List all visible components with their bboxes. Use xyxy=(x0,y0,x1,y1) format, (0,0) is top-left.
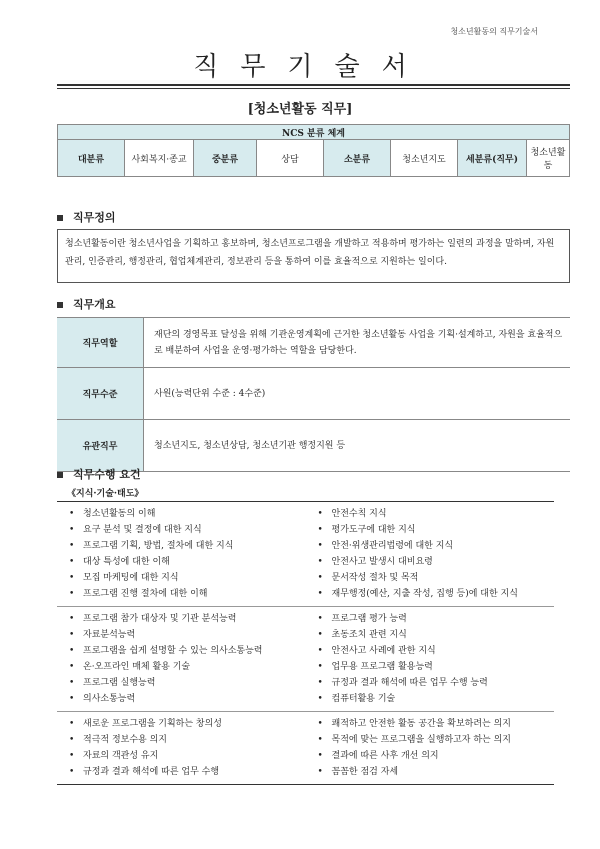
ncs-minor-label: 소분류 xyxy=(324,140,391,177)
ncs-detail-value: 청소년활동 xyxy=(527,140,570,177)
ncs-middle-value: 상담 xyxy=(257,140,324,177)
requirement-item: • 쾌적하고 안전한 활동 공간을 확보하려는 의지 xyxy=(306,716,555,732)
requirement-item: • 안전사고 사례에 관한 지식 xyxy=(306,643,555,659)
requirement-item: • 온·오프라인 매체 활용 기술 xyxy=(57,659,306,675)
running-header: 청소년활동의 직무기술서 xyxy=(450,27,538,36)
summary-row xyxy=(57,318,570,368)
requirement-item: • 프로그램 실행능력 xyxy=(57,675,306,691)
summary-row-value: 사원(능력단위 수준 : 4수준) xyxy=(144,368,571,420)
requirement-column-left xyxy=(57,506,306,602)
requirement-item: • 목적에 맞는 프로그램을 실행하고자 하는 의지 xyxy=(306,732,555,748)
ncs-major-label: 대분류 xyxy=(58,140,125,177)
requirement-item: • 프로그램 참가 대상자 및 기관 분석능력 xyxy=(57,611,306,627)
requirement-item: • 자료분석능력 xyxy=(57,627,306,643)
requirement-group xyxy=(57,712,554,784)
requirement-column-left xyxy=(57,716,306,780)
requirements-heading-text: 직무수행 요건 xyxy=(73,468,141,481)
requirement-item: • 자료의 객관성 유지 xyxy=(57,748,306,764)
requirements-heading xyxy=(57,466,141,482)
job-subtitle: [청소년활동 직무] xyxy=(247,102,353,117)
ncs-table-title: NCS 분류 체계 xyxy=(58,125,570,140)
requirement-item: • 대상 특성에 대한 이해 xyxy=(57,554,306,570)
requirement-item: • 프로그램을 쉽게 설명할 수 있는 의사소통능력 xyxy=(57,643,306,659)
requirement-item: • 새로운 프로그램을 기획하는 창의성 xyxy=(57,716,306,732)
summary-heading-text: 직무개요 xyxy=(73,298,116,311)
summary-row-value: 청소년지도, 청소년상담, 청소년기관 행정지원 등 xyxy=(144,420,571,472)
summary-row xyxy=(57,368,570,420)
ncs-middle-label: 중분류 xyxy=(194,140,257,177)
requirement-item: • 청소년활동의 이해 xyxy=(57,506,306,522)
ncs-major-value: 사회복지·종교 xyxy=(125,140,194,177)
ncs-minor-value: 청소년지도 xyxy=(391,140,458,177)
requirement-group xyxy=(57,607,554,712)
ncs-detail-label: 세분류(직무) xyxy=(458,140,527,177)
summary-row-label: 유관직무 xyxy=(57,420,144,472)
requirement-item: • 모집 마케팅에 대한 지식 xyxy=(57,570,306,586)
requirement-item: • 프로그램 평가 능력 xyxy=(306,611,555,627)
page-title: 직무기술서 xyxy=(193,52,429,82)
requirement-column-right xyxy=(306,611,555,707)
job-summary-table xyxy=(57,317,570,472)
requirement-item: • 안전수칙 지식 xyxy=(306,506,555,522)
requirement-item: • 평가도구에 대한 지식 xyxy=(306,522,555,538)
definition-box: 청소년활동이란 청소년사업을 기획하고 홍보하며, 청소년프로그램을 개발하고 적용하며 평가하는 일련의 과정을 말하며, 자원관리, 인증관리, 행정관리, 협업체계관리, 정보관리 등을 통하여 이를 효율적으로 지원하는 일이다. xyxy=(57,229,570,283)
requirement-item: • 꼼꼼한 점검 자세 xyxy=(306,764,555,780)
ncs-classification-table xyxy=(57,124,570,177)
requirement-column-left xyxy=(57,611,306,707)
requirement-item: • 의사소통능력 xyxy=(57,691,306,707)
requirement-item: • 결과에 따른 사후 개선 의지 xyxy=(306,748,555,764)
summary-row-label: 직무수준 xyxy=(57,368,144,420)
bullet-square-icon xyxy=(57,302,63,308)
summary-heading xyxy=(57,296,116,312)
requirement-item: • 안전사고 발생시 대비요령 xyxy=(306,554,555,570)
requirement-column-right xyxy=(306,506,555,602)
requirement-item: • 안전·위생관리법령에 대한 지식 xyxy=(306,538,555,554)
title-divider xyxy=(57,84,570,86)
requirement-item: • 프로그램 진행 절차에 대한 이해 xyxy=(57,586,306,602)
requirements-list xyxy=(57,501,554,785)
summary-row-label: 직무역할 xyxy=(57,318,144,368)
requirement-item: • 적극적 정보수용 의지 xyxy=(57,732,306,748)
requirement-item: • 컴퓨터활용 기술 xyxy=(306,691,555,707)
definition-heading xyxy=(57,209,116,225)
requirement-item: • 재무행정(예산, 지출 작성, 집행 등)에 대한 지식 xyxy=(306,586,555,602)
requirement-item: • 요구 분석 및 결정에 대한 지식 xyxy=(57,522,306,538)
requirement-item: • 초동조치 관련 지식 xyxy=(306,627,555,643)
definition-heading-text: 직무정의 xyxy=(73,211,116,224)
bullet-square-icon xyxy=(57,472,63,478)
requirement-item: • 규정과 결과 해석에 따른 업무 수행 능력 xyxy=(306,675,555,691)
requirements-subheading: 《지식·기술·태도》 xyxy=(67,489,144,499)
requirement-item: • 문서작성 절차 및 목적 xyxy=(306,570,555,586)
requirement-group xyxy=(57,502,554,607)
bullet-square-icon xyxy=(57,215,63,221)
requirement-item: • 프로그램 기획, 방법, 절차에 대한 지식 xyxy=(57,538,306,554)
title-divider-thin xyxy=(57,88,570,89)
requirement-item: • 규정과 결과 해석에 따른 업무 수행 xyxy=(57,764,306,780)
summary-row xyxy=(57,420,570,472)
requirement-item: • 업무용 프로그램 활용능력 xyxy=(306,659,555,675)
summary-row-value: 재단의 경영목표 달성을 위해 기관운영계획에 근거한 청소년활동 사업을 기획·설계하고, 자원을 효율적으로 배분하여 사업을 운영·평가하는 역할을 담당한다. xyxy=(144,318,571,368)
requirement-column-right xyxy=(306,716,555,780)
